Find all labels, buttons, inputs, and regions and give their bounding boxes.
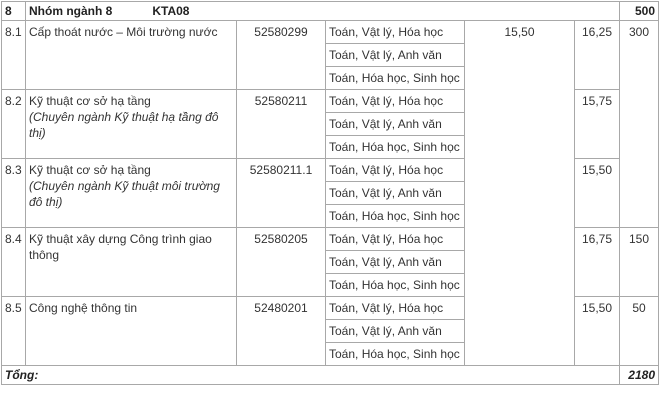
group-number: 8 (2, 2, 26, 21)
total-label: Tổng: (2, 366, 620, 385)
subject-combo: Toán, Vật lý, Anh văn (326, 113, 465, 136)
total-row (2, 366, 659, 385)
subject-combo: Toán, Vật lý, Hóa học (326, 297, 465, 320)
group-title (26, 2, 620, 21)
score-col2: 15,50 (575, 297, 620, 366)
subject-combo: Toán, Vật lý, Hóa học (326, 90, 465, 113)
subject-combo: Toán, Vật lý, Anh văn (326, 320, 465, 343)
major-name-cell (26, 90, 237, 159)
table-row (2, 21, 659, 44)
row-number: 8.4 (2, 228, 26, 297)
major-name: Công nghệ thông tin (29, 301, 138, 315)
admission-table-wrapper (1, 1, 659, 385)
subject-combo: Toán, Hóa học, Sinh học (326, 343, 465, 366)
subject-combo: Toán, Vật lý, Anh văn (326, 182, 465, 205)
major-name: Kỹ thuật cơ sở hạ tầng (29, 94, 151, 108)
row-number: 8.3 (2, 159, 26, 228)
major-name-cell (26, 228, 237, 297)
row-quota: 300 (620, 21, 659, 228)
subject-combo: Toán, Vật lý, Hóa học (326, 21, 465, 44)
row-quota: 50 (620, 297, 659, 366)
subject-combo: Toán, Hóa học, Sinh học (326, 136, 465, 159)
major-name-cell (26, 297, 237, 366)
major-code: 52580205 (237, 228, 326, 297)
major-note: (Chuyên ngành Kỹ thuật hạ tầng đô thị) (29, 110, 219, 140)
score-col1: 15,50 (465, 21, 575, 366)
major-name: Cấp thoát nước – Môi trường nước (29, 25, 218, 39)
score-col2: 16,25 (575, 21, 620, 90)
group-quota: 500 (620, 2, 659, 21)
row-quota: 150 (620, 228, 659, 297)
subject-combo: Toán, Vật lý, Hóa học (326, 228, 465, 251)
major-note: (Chuyên ngành Kỹ thuật môi trường đô thị) (29, 179, 220, 209)
row-number: 8.1 (2, 21, 26, 90)
group-name: Nhóm ngành 8 (29, 4, 113, 18)
major-code: 52580211.1 (237, 159, 326, 228)
score-col2: 15,50 (575, 159, 620, 228)
major-code: 52480201 (237, 297, 326, 366)
major-name-cell (26, 21, 237, 90)
subject-combo: Toán, Hóa học, Sinh học (326, 67, 465, 90)
score-col2: 16,75 (575, 228, 620, 297)
row-number: 8.2 (2, 90, 26, 159)
major-code: 52580299 (237, 21, 326, 90)
group-header-row (2, 2, 659, 21)
score-col2: 15,75 (575, 90, 620, 159)
subject-combo: Toán, Vật lý, Anh văn (326, 251, 465, 274)
major-name: Kỹ thuật cơ sở hạ tầng (29, 163, 151, 177)
subject-combo: Toán, Vật lý, Anh văn (326, 44, 465, 67)
row-number: 8.5 (2, 297, 26, 366)
subject-combo: Toán, Vật lý, Hóa học (326, 159, 465, 182)
major-name: Kỹ thuật xây dựng Công trình giao thông (29, 232, 212, 262)
total-value: 2180 (620, 366, 659, 385)
admission-table (1, 1, 659, 385)
major-name-cell (26, 159, 237, 228)
group-code: KTA08 (152, 4, 190, 18)
major-code: 52580211 (237, 90, 326, 159)
subject-combo: Toán, Hóa học, Sinh học (326, 205, 465, 228)
subject-combo: Toán, Hóa học, Sinh học (326, 274, 465, 297)
